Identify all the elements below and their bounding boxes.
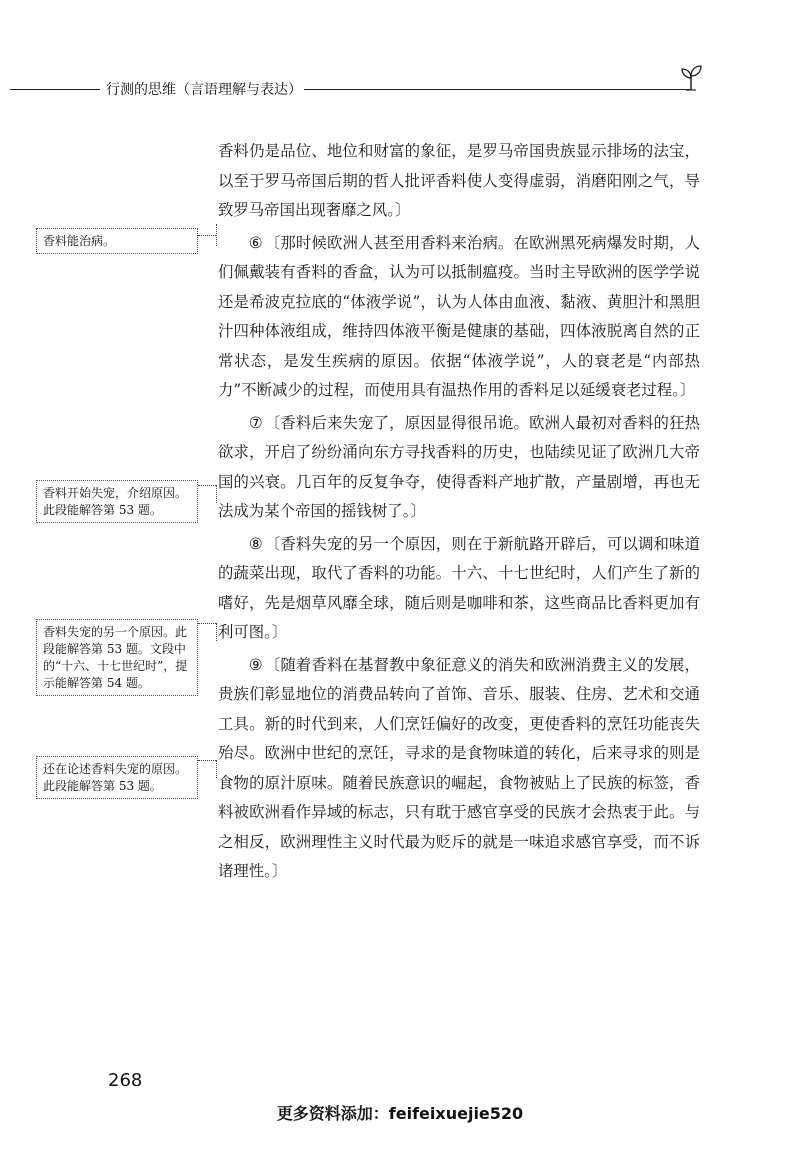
paragraph-5-continued xyxy=(218,137,700,226)
margin-note-text: 还在论述香料失宠的原因。此段能解答第 53 题。 xyxy=(43,762,188,793)
margin-note-2 xyxy=(36,480,198,523)
note-connector xyxy=(198,623,216,624)
sprout-icon xyxy=(676,62,706,92)
paragraph-number: ⑥ xyxy=(248,233,263,252)
page-number: 268 xyxy=(108,1070,143,1091)
paragraph-text: 〔随着香料在基督教中象征意义的消失和欧洲消费主义的发展，贵族们彰显地位的消费品转向了首饰、音乐、服装、住房、艺术和交通工具。新的时代到来，人们烹饪偏好的改变，更使香料的烹饪功能丧失殆尽。欧洲中世纪的烹饪，寻求的是食物味道的转化，后来寻求的则是食物的原汁原味。随着民族意识的崛起，食物被贴上了民族的标签，香料被欧洲看作异域的标志，只有耽于感官享受的民族才会热衷于此。与之相反，欧洲理性主义时代最为贬斥的就是一味追求感官享受，而不诉诸理性。〕 xyxy=(218,655,700,880)
paragraph-7 xyxy=(218,409,700,527)
note-connector-tick xyxy=(216,623,217,641)
margin-note-text: 香料失宠的另一个原因。此段能解答第 53 题。文段中的“十六、十七世纪时”，提示能解答第 54 题。 xyxy=(43,625,188,690)
paragraph-text: 香料仍是品位、地位和财富的象征，是罗马帝国贵族显示排场的法宝，以至于罗马帝国后期的哲人批评香料使人变得虚弱，消磨阳刚之气，导致罗马帝国出现奢靡之风。〕 xyxy=(218,142,700,219)
paragraph-9 xyxy=(218,651,700,887)
footer-watermark-text: 更多资料添加：feifeixuejie520 xyxy=(276,1104,524,1123)
header-rule-right xyxy=(304,89,690,90)
margin-note-text: 香料能治病。 xyxy=(43,234,116,248)
note-connector xyxy=(198,760,216,761)
header-rule-left xyxy=(10,89,100,90)
paragraph-number: ⑨ xyxy=(248,655,263,674)
paragraph-number: ⑧ xyxy=(248,534,263,553)
note-connector-tick xyxy=(216,760,217,778)
paragraph-text: 〔香料失宠的另一个原因，则在于新航路开辟后，可以调和味道的蔬菜出现，取代了香料的功能。十六、十七世纪时，人们产生了新的嗜好，先是烟草风靡全球，随后则是咖啡和茶，这些商品比香料更加有利可图。〕 xyxy=(218,534,700,641)
margin-note-3 xyxy=(36,619,198,696)
note-connector-tick xyxy=(216,485,217,503)
note-connector xyxy=(198,235,216,236)
margin-note-1 xyxy=(36,228,198,254)
paragraph-text: 〔那时候欧洲人甚至用香料来治病。在欧洲黑死病爆发时期，人们佩戴装有香料的香盒，认为可以抵制瘟疫。当时主导欧洲的医学学说还是希波克拉底的“体液学说”，认为人体由血液、黏液、黄胆汁和黑胆汁四种体液组成，维持四体液平衡是健康的基础，四体液脱离自然的正常状态，是发生疾病的原因。依据“体液学说”，人的衰老是“内部热力”不断减少的过程，而使用具有温热作用的香料足以延缓衰老过程。〕 xyxy=(218,233,700,399)
paragraph-number: ⑦ xyxy=(248,413,263,432)
note-connector xyxy=(198,485,216,486)
margin-note-4 xyxy=(36,756,198,799)
paragraph-text: 〔香料后来失宠了，原因显得很吊诡。欧洲人最初对香料的狂热欲求，开启了纷纷涌向东方寻找香料的历史，也陆续见证了欧洲几大帝国的兴衰。几百年的反复争夺，使得香料产地扩散，产量剧增，再也无法成为某个帝国的摇钱树了。〕 xyxy=(218,413,700,520)
note-connector-tick xyxy=(216,224,217,246)
paragraph-8 xyxy=(218,530,700,648)
main-text xyxy=(218,137,700,887)
running-header-title: 行测的思维（言语理解与表达） xyxy=(106,82,302,98)
paragraph-6 xyxy=(218,229,700,406)
margin-note-text: 香料开始失宠，介绍原因。此段能解答第 53 题。 xyxy=(43,486,188,517)
